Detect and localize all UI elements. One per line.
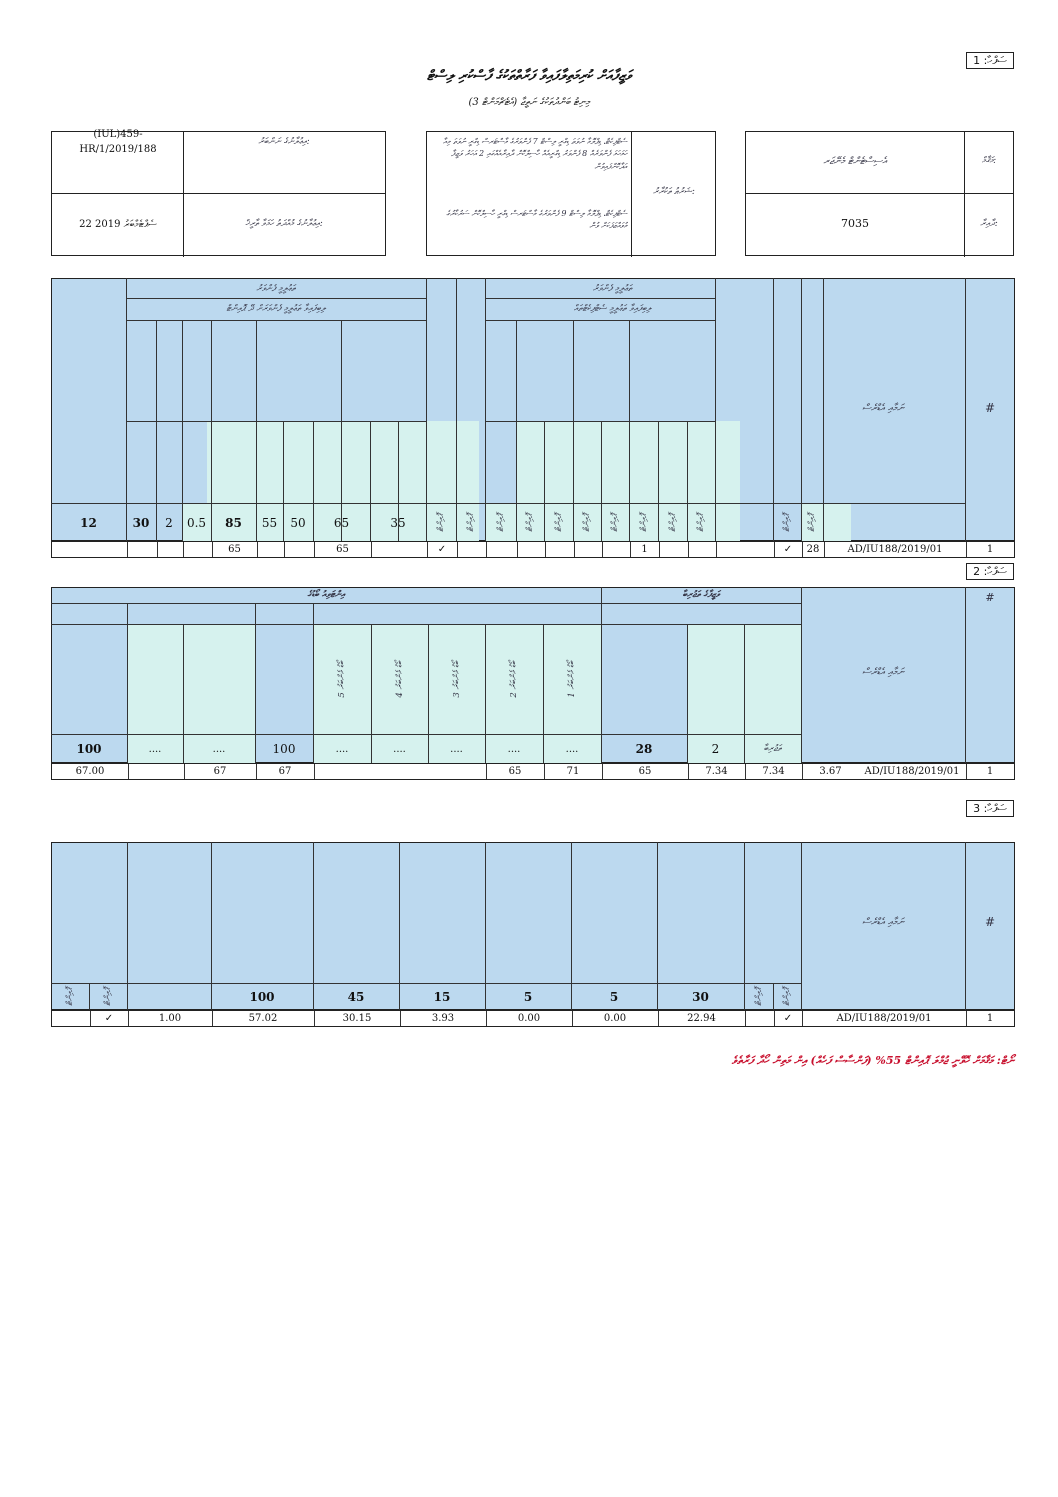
t1-mark-0: 12 — [80, 515, 97, 530]
ref-label: އިޢުލާނުގެ ނަންބަރު: — [258, 137, 310, 147]
t2-cell-7: 71 — [566, 766, 580, 777]
t3-cell-7: 0.00 — [603, 1013, 627, 1024]
t1-mark-r11: ޕޮއިންޓް — [807, 513, 817, 532]
t2-interviewer-1: ބޯޑު މެންބަރު 1 — [567, 660, 577, 698]
date-value: 22 ސެޕްޓެމްބަރު 2019 — [79, 218, 157, 230]
criteria-label: ޝަރުޠު ތަކުރާރު: — [653, 187, 695, 197]
t1-cell-v1: 1 — [641, 544, 648, 555]
t3-cell-8: 22.94 — [687, 1013, 716, 1024]
t1-cell-check2: ✓ — [437, 544, 447, 555]
t2-mark-0: 100 — [76, 742, 102, 756]
t2-mark-3: 100 — [272, 742, 296, 756]
t1-cell-check: ✓ — [783, 544, 793, 555]
t2-top-right: ވަޒީފާގެ ތަޖުރިބާ — [682, 590, 720, 600]
t1-mark-r6: ޕޮއިންޓް — [610, 513, 620, 532]
t1-mark-r9: ޕޮއިންޓް — [696, 513, 706, 532]
t1-mark-r5: ޕޮއިންޓް — [582, 513, 592, 532]
t3-mark-8: 30 — [692, 990, 709, 1004]
date-label: އިޢުލާނުގެ މުއްދަތު ހަމަވާ ތާރީޚް: — [245, 219, 323, 229]
t3-cell-3: 57.02 — [248, 1013, 278, 1024]
t1-mark-r8: ޕޮއިންޓް — [667, 513, 678, 532]
page-subtitle: މިނިޓު ބަންދުތަކުގެ ނަތީޖާ (އެޓެޗްމަންޓް 3) — [468, 96, 590, 108]
t2-col-hash: # — [985, 590, 995, 604]
t1-mark-r2: ޕޮއިންޓް — [495, 513, 506, 532]
t1-mark-7: 65 — [333, 515, 350, 530]
t2-mark-10: 2 — [711, 742, 720, 756]
t2-cell-2: 67 — [213, 766, 227, 777]
t3-mark-3: 100 — [249, 990, 275, 1004]
t1-cell-v2: 65 — [228, 544, 241, 555]
t1-mark-r10: ޕޮއިންޓް — [782, 513, 792, 532]
table-1 — [51, 278, 1015, 558]
t2-cell-11: 3.67 — [819, 766, 842, 777]
t2-interviewer-5: ބޯޑު މެންބަރު 5 — [337, 660, 347, 698]
t3-data-row — [51, 1010, 1015, 1027]
t1-sub-left: ލިބިފައިވާ ތަޢުލީމީ ފެންވަރަށް ދޭ ޕޮއިންޓް — [226, 304, 326, 314]
t3-cell-5: 3.93 — [431, 1013, 455, 1024]
t2-interviewer-4: ބޯޑު މެންބަރު 4 — [394, 660, 405, 698]
section-label-1 — [966, 52, 1014, 69]
t1-mark-r1: ޕޮއިންޓް — [465, 513, 476, 532]
criteria-text-1: ސެޓްފިކެޓް، ޑިޕްލޮމާ ނުވަތަ ޑިގްރީ ލިސްޓް 7 ފެންވަރުގެ މާސްޓަރސް ޑިގްރީ ނުވަތަ މިއާ ހަމަހަމަ ފެންވަރެއް 8 ފެންވަރު ޑިގްރީއެއް ހާސިލްކޮށް ދާއިރާއެއްގައި 2 އަހަރު ވަޒީފާ އަދާކޮށްފައިވުން — [442, 137, 627, 171]
t3-mark-5: 15 — [433, 990, 451, 1004]
section-label-text: ސަފްހާ: 2 — [973, 564, 1007, 578]
t1-mark-r0: ޕޮއިންޓް — [436, 513, 446, 532]
t2-data-row — [51, 763, 1015, 780]
t2-mark-9: 28 — [635, 742, 653, 756]
table-3 — [51, 842, 1015, 1027]
t2-cell-6: 65 — [508, 766, 522, 777]
t3-col-id: ނަމާއި އެޑްރެސް — [862, 916, 904, 928]
t1-cell-age: 28 — [806, 544, 820, 555]
section-label-2 — [966, 563, 1014, 580]
t1-col-id: ނަމާއި އެޑްރެސް — [862, 402, 904, 414]
t2-mark-7: .... — [507, 743, 521, 755]
table-2 — [51, 587, 1015, 780]
t3-mark-10: ޕޮއިންޓް — [782, 988, 792, 1006]
t2-interviewer-3: ބޯޑު މެންބަރު 3 — [451, 660, 462, 698]
count-label: ދާއިރާ: — [980, 219, 998, 229]
t1-mark-6: 50 — [290, 515, 306, 530]
t2-mark-5: .... — [393, 743, 406, 755]
t3-mark-4: 45 — [347, 990, 365, 1004]
t3-cell-2: 1.00 — [158, 1013, 182, 1024]
t2-mark-4: .... — [335, 743, 349, 755]
t1-mark-1: 30 — [132, 515, 150, 530]
t1-col-hash: # — [984, 401, 996, 415]
t1-mark-r7: ޕޮއިންޓް — [638, 513, 649, 532]
t2-mark-6: .... — [450, 743, 463, 755]
t2-cell-num: 1 — [986, 766, 994, 777]
post-value: އެސިސްޓެންޓް މެނޭޖަރ — [823, 155, 887, 167]
info-box-right — [745, 131, 1014, 256]
t3-cell-6: 0.00 — [517, 1013, 541, 1024]
count-value: 7035 — [841, 216, 869, 230]
t2-mark-1: .... — [148, 743, 162, 755]
t1-data-row — [51, 541, 1015, 558]
info-box-left — [51, 131, 386, 256]
t3-col-hash: # — [984, 915, 996, 929]
t1-mark-5: 55 — [261, 515, 278, 530]
t1-mark-2: 2 — [165, 515, 173, 530]
t1-top-left: ތަޢުލީމީ ފެންވަރު — [256, 284, 296, 294]
t2-top-left: އިންޓަވިއު ބޯޑުގެ — [307, 590, 345, 600]
section-label-3 — [966, 800, 1014, 817]
t2-mark-8: .... — [565, 743, 579, 755]
t1-top-right: ތަޢުލީމީ ފެންވަރު — [592, 284, 633, 294]
t1-mark-r4: ޕޮއިންޓް — [553, 513, 564, 532]
t2-cell-id: AD/IU188/2019/01 — [864, 766, 960, 777]
t2-cell-0: 67.00 — [75, 766, 105, 777]
t3-mark-1: ޕޮއިންޓް — [103, 988, 113, 1006]
t3-cell-4: 30.15 — [342, 1013, 372, 1024]
t1-mark-3: 0.5 — [186, 515, 207, 530]
t3-mark-9: ޕޮއިންޓް — [753, 988, 764, 1006]
t2-col-id: ނަމާއި އެޑްރެސް — [862, 666, 904, 678]
t1-mark-8: 35 — [390, 515, 406, 530]
t1-mark-4: 85 — [225, 515, 242, 530]
t1-cell-v3: 65 — [336, 544, 349, 555]
t1-cell-num: 1 — [986, 544, 994, 555]
t2-cell-3: 67 — [278, 766, 292, 777]
t1-sub-right: ލިބިފައިވާ ތަޢުލީމީ ސެޓްފިކެޓްތައް — [573, 304, 652, 314]
t2-cell-10: 7.34 — [762, 766, 785, 777]
section-label-text: ސަފްހާ: 1 — [973, 53, 1007, 67]
t2-cell-8: 65 — [638, 766, 652, 777]
section-label-text: ސަފްހާ: 3 — [973, 801, 1007, 815]
t1-mark-r3: ޕޮއިންޓް — [525, 513, 535, 532]
criteria-text-2: ސެޓްފިކެޓް، ޑިޕްލޮމާ ލިސްޓް 9 ފެންވަރުގެ މާސްޓަރސް ޑިގްރީ ހާސިލްކޮށް ސަރުކާރުގެ މުވައްޒަފަކަށް ވުން — [446, 209, 627, 231]
t3-mark-7: 5 — [609, 990, 619, 1004]
ref-number: (IUL)459-HR/1/2019/188 — [79, 129, 157, 155]
info-box-middle — [426, 131, 716, 256]
t1-cell-id: AD/IU188/2019/01 — [847, 544, 943, 555]
t3-cell-id: AD/IU188/2019/01 — [836, 1013, 932, 1024]
post-label: މަޤާމް: — [981, 156, 997, 166]
page-title: ވަޒީފާއަށް ކުރިމަތިލާފައިވާ ފަރާތްތަކުގެ ފާސްކުރި ލިސްޓް — [426, 68, 632, 84]
footnote: ނޯޓް: މަޤާމަށް ހޮވޭނީ ޖުމްލަ ޕޮއިންޓް 55% (ފަންސާސް ފަހެއް) އިން މަތިން ހޯދާ ފަރާތެވެ — [731, 1054, 1014, 1067]
t3-cell-10: ✓ — [783, 1013, 793, 1024]
t3-mark-6: 5 — [523, 990, 533, 1004]
t3-cell-1: ✓ — [104, 1013, 114, 1024]
t2-cell-9: 7.34 — [705, 766, 728, 777]
t2-mark-2: .... — [212, 743, 226, 755]
t2-interviewer-2: ބޯޑު މެންބަރު 2 — [509, 660, 519, 698]
t3-mark-0: ޕޮއިންޓް — [65, 988, 75, 1006]
t3-cell-num: 1 — [986, 1013, 994, 1024]
t2-mark-11: ތަޖުރިބާ — [763, 744, 782, 754]
